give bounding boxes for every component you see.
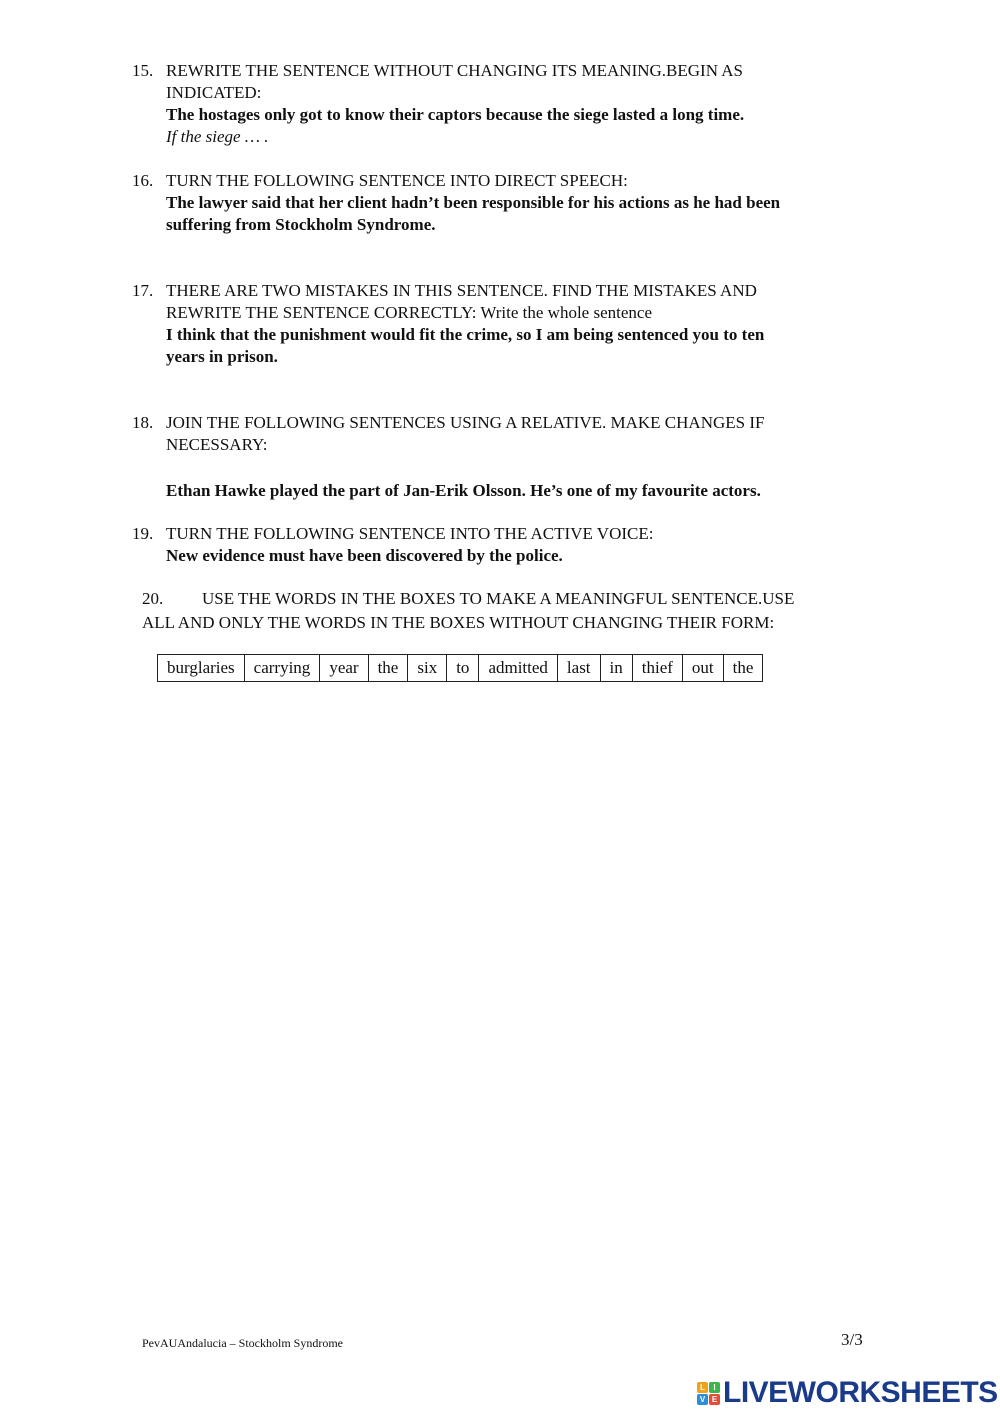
question-instruction: TURN THE FOLLOWING SENTENCE INTO DIRECT SPEECH: (166, 171, 628, 190)
logo-tile: V (697, 1394, 708, 1405)
question-instruction-cont: ALL AND ONLY THE WORDS IN THE BOXES WITHOUT CHANGING THEIR FORM: (142, 613, 775, 632)
word-box[interactable]: carrying (244, 655, 320, 682)
word-box[interactable]: thief (632, 655, 682, 682)
word-box[interactable]: admitted (479, 655, 557, 682)
word-boxes (157, 654, 763, 682)
liveworksheets-logo-icon (697, 1382, 720, 1405)
question-number: 16. (132, 171, 154, 190)
question-number: 17. (132, 281, 154, 300)
word-box[interactable]: the (723, 655, 763, 682)
question-19 (132, 523, 852, 567)
question-instruction-cont: INDICATED: (166, 83, 262, 102)
question-number: 18. (132, 413, 154, 432)
word-box[interactable]: last (557, 655, 600, 682)
question-number: 15. (132, 61, 154, 80)
question-instruction-cont: NECESSARY: (166, 435, 268, 454)
brand-name: LIVEWORKSHEETS (723, 1376, 998, 1409)
question-sentence: I think that the punishment would fit the crime, so I am being sentenced you to ten (166, 325, 765, 344)
word-box[interactable]: in (600, 655, 632, 682)
question-sentence: New evidence must have been discovered by the police. (166, 546, 563, 565)
question-instruction: REWRITE THE SENTENCE WITHOUT CHANGING ITS MEANING.BEGIN AS (166, 61, 744, 80)
question-number: 20. (142, 589, 164, 608)
word-box[interactable]: out (682, 655, 723, 682)
question-sentence: The hostages only got to know their captors because the siege lasted a long time. (166, 105, 745, 124)
question-instruction: THERE ARE TWO MISTAKES IN THIS SENTENCE. FIND THE MISTAKES AND (166, 281, 757, 300)
footer-source: PevAUAndalucia – Stockholm Syndrome (142, 1336, 343, 1350)
question-instruction-text: REWRITE THE SENTENCE CORRECTLY: (166, 303, 477, 322)
question-sentence-cont: years in prison. (166, 347, 278, 366)
word-box[interactable]: the (368, 655, 408, 682)
question-instruction: TURN THE FOLLOWING SENTENCE INTO THE ACTIVE VOICE: (166, 524, 654, 543)
answer-prompt: If the siege … . (166, 127, 269, 146)
logo-tile: L (697, 1382, 708, 1393)
word-box[interactable]: to (447, 655, 479, 682)
question-instruction (142, 587, 852, 611)
logo-tile: E (709, 1394, 720, 1405)
question-17 (132, 280, 852, 368)
logo-tile: I (709, 1382, 720, 1393)
question-instruction: JOIN THE FOLLOWING SENTENCES USING A RELATIVE. MAKE CHANGES IF (166, 413, 765, 432)
word-box[interactable]: burglaries (158, 655, 245, 682)
word-box[interactable]: year (320, 655, 368, 682)
question-sentence: The lawyer said that her client hadn’t been responsible for his actions as he had been (166, 193, 781, 212)
question-sentence-cont: suffering from Stockholm Syndrome. (166, 215, 436, 234)
page-number: 3/3 (841, 1330, 863, 1349)
question-20 (142, 587, 852, 635)
question-instruction-text: USE THE WORDS IN THE BOXES TO MAKE A MEANINGFUL SENTENCE.USE (202, 589, 795, 608)
question-16 (132, 170, 852, 236)
liveworksheets-brand[interactable] (697, 1376, 998, 1410)
word-box[interactable]: six (408, 655, 447, 682)
question-15 (132, 60, 852, 148)
word-boxes-row (158, 655, 763, 682)
instruction-note: Write the whole sentence (480, 303, 652, 322)
question-instruction-cont (166, 302, 852, 324)
question-sentence: Ethan Hawke played the part of Jan-Erik Olsson. He’s one of my favourite actors. (166, 481, 761, 500)
question-18 (132, 412, 852, 502)
question-number: 19. (132, 524, 154, 543)
